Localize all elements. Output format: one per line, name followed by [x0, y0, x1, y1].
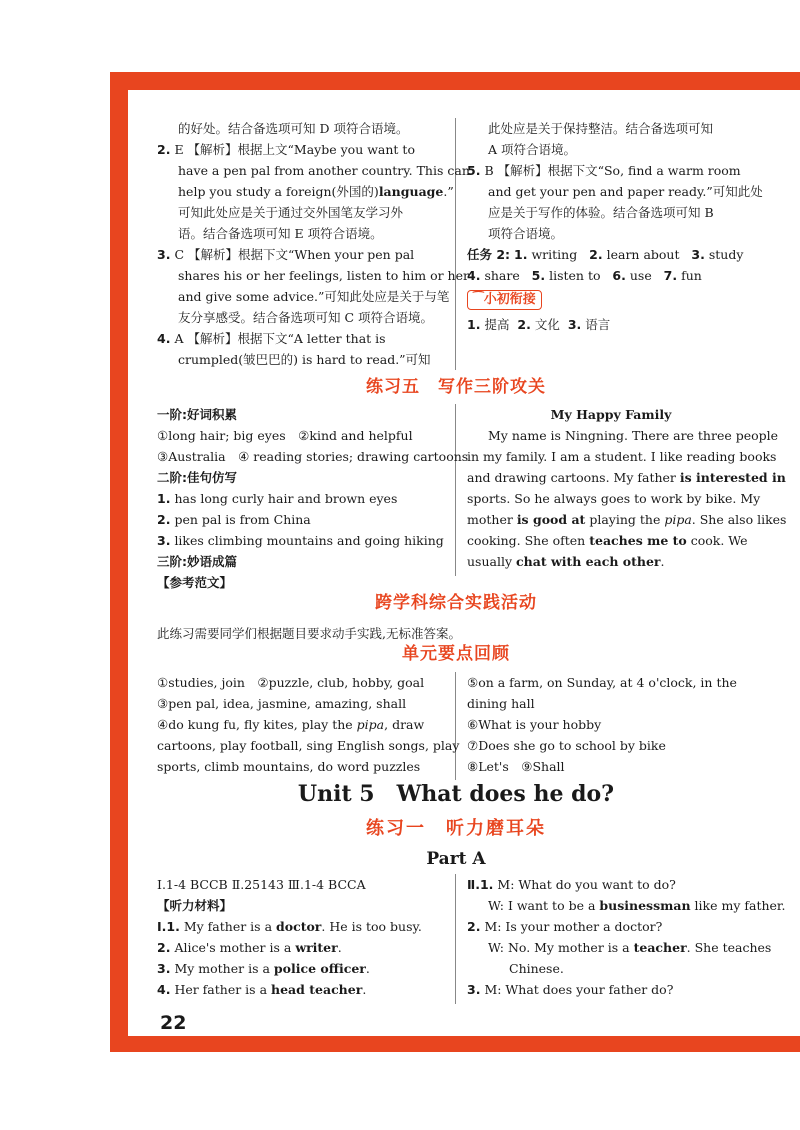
step2-item: 2. pen pal is from China	[157, 512, 311, 527]
step1-line: ③Australia ④ reading stories; drawing cartoons	[157, 449, 469, 464]
column-divider	[455, 118, 456, 370]
essay-line: My name is Ningning. There are three people	[488, 428, 779, 443]
listening-item: 2. Alice's mother is a writer.	[157, 940, 342, 955]
listening-right-column	[467, 874, 786, 1000]
sample-essay	[467, 404, 787, 572]
review-line: ⑦Does she go to school by bike	[467, 738, 666, 753]
dialogue-line: 3. M: What does your father do?	[467, 982, 674, 997]
listening-answers: Ⅰ.1-4 BCCB Ⅱ.25143 Ⅲ.1-4 BCCA	[157, 877, 366, 892]
column-divider	[455, 672, 456, 780]
sample-label: 【参考范文】	[157, 575, 233, 590]
review-line: sports, climb mountains, do word puzzles	[157, 759, 421, 774]
step3-label: 三阶:妙语成篇	[157, 554, 237, 569]
step1-label: 一阶:好词积累	[157, 407, 237, 422]
answer-line: 可知此处应是关于通过交外国笔友学习外	[178, 205, 404, 220]
essay-line: sports. So he always goes to work by bike. My	[467, 491, 761, 506]
task2-answers: 任务 2: 1. writing 2. learn about 3. study	[467, 247, 744, 262]
step1-line: ①long hair; big eyes ②kind and helpful	[157, 428, 413, 443]
listening-item: 4. Her father is a head teacher.	[157, 982, 367, 997]
practice5-left-column	[157, 404, 469, 593]
top-right-column	[467, 118, 763, 335]
answer-line: 友分享感受。结合备选项可知 C 项符合语境。	[178, 310, 434, 325]
answer-line: and get your pen and paper ready.”可知此处	[488, 184, 763, 199]
unit-review-title: 单元要点回顾	[402, 644, 510, 664]
answer-line: 4. A 【解析】根据下文“A letter that is	[157, 331, 386, 346]
answer-line: have a pen pal from another country. This can	[178, 163, 470, 178]
answer-line: and give some advice.”可知此处应是关于与笔	[178, 289, 450, 304]
answer-line: A 项符合语境。	[488, 142, 577, 157]
dialogue-line: Chinese.	[509, 961, 564, 976]
essay-line: in my family. I am a student. I like reading books	[467, 449, 777, 464]
review-line: ③pen pal, idea, jasmine, amazing, shall	[157, 696, 407, 711]
unit-title: Unit 5 What does he do?	[297, 781, 615, 807]
dialogue-line: W: I want to be a businessman like my father.	[488, 898, 786, 913]
listening-item: 3. My mother is a police officer.	[157, 961, 370, 976]
practice5-title: 练习五 写作三阶攻关	[366, 377, 546, 397]
review-line: ⑤on a farm, on Sunday, at 4 o'clock, in the	[467, 675, 737, 690]
listening-material-label: 【听力材料】	[157, 898, 233, 913]
task2-answers: 4. share 5. listen to 6. use 7. fun	[467, 268, 702, 283]
answer-line: 2. E 【解析】根据上文“Maybe you want to	[157, 142, 415, 157]
review-line: dining hall	[467, 696, 535, 711]
essay-line: and drawing cartoons. My father is interested in	[467, 470, 786, 485]
answer-line: 5. B 【解析】根据下文“So, find a warm room	[467, 163, 741, 178]
top-left-column	[157, 118, 470, 370]
review-left-column	[157, 672, 460, 777]
practice1-title: 练习一 听力磨耳朵	[366, 818, 546, 839]
step2-label: 二阶:佳句仿写	[157, 470, 237, 485]
bridge-badge: ⁀小初衔接	[467, 290, 542, 310]
cross-subject-text: 此练习需要同学们根据题目要求动手实践,无标准答案。	[157, 626, 461, 641]
answer-line: help you study a foreign(外国的)language.”	[178, 184, 454, 199]
essay-line: mother is good at playing the pipa. She also likes	[467, 512, 787, 527]
review-line: ①studies, join ②puzzle, club, hobby, goal	[157, 675, 425, 690]
review-line: ④do kung fu, fly kites, play the pipa, draw	[157, 717, 425, 732]
answer-line: shares his or her feelings, listen to him or her	[178, 268, 469, 283]
bridge-row	[467, 286, 755, 314]
cross-subject-title: 跨学科综合实践活动	[375, 593, 537, 613]
column-divider	[455, 404, 456, 576]
answer-line: 项符合语境。	[488, 226, 564, 241]
answer-line: crumpled(皱巴巴的) is hard to read.”可知	[178, 352, 431, 367]
listening-item: Ⅰ.1. My father is a doctor. He is too busy.	[157, 919, 422, 934]
listening-left-column	[157, 874, 444, 1000]
dialogue-line: W: No. My mother is a teacher. She teaches	[488, 940, 772, 955]
review-line: ⑥What is your hobby	[467, 717, 602, 732]
answer-line: 语。结合备选项可知 E 项符合语境。	[178, 226, 383, 241]
answer-line: 3. C 【解析】根据下文“When your pen pal	[157, 247, 415, 262]
dialogue-line: 2. M: Is your mother a doctor?	[467, 919, 663, 934]
bridge-answers: 1. 提高 2. 文化 3. 语言	[467, 317, 611, 332]
answer-line: 应是关于写作的体验。结合备选项可知 B	[488, 205, 714, 220]
answer-line: 的好处。结合备选项可知 D 项符合语境。	[178, 121, 409, 136]
page-number: 22	[160, 1012, 187, 1034]
essay-line: usually chat with each other.	[467, 554, 665, 569]
column-divider	[455, 874, 456, 1004]
essay-title: My Happy Family	[550, 407, 672, 422]
step2-item: 1. has long curly hair and brown eyes	[157, 491, 398, 506]
review-line: ⑧Let's ⑨Shall	[467, 759, 565, 774]
review-right-column	[467, 672, 755, 777]
step2-item: 3. likes climbing mountains and going hiking	[157, 533, 444, 548]
essay-line: cooking. She often teaches me to cook. We	[467, 533, 748, 548]
review-line: cartoons, play football, sing English songs, play	[157, 738, 460, 753]
dialogue-line: Ⅱ.1. M: What do you want to do?	[467, 877, 676, 892]
link-icon: ⁀	[473, 292, 484, 307]
part-a-title: Part A	[426, 849, 486, 869]
answer-line: 此处应是关于保持整洁。结合备选项可知	[488, 121, 714, 136]
